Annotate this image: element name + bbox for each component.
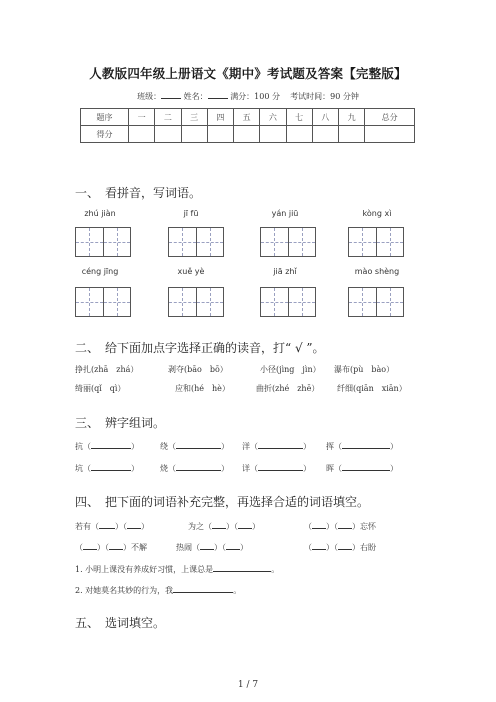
answer-blank[interactable] bbox=[312, 541, 326, 550]
exam-info bbox=[0, 90, 496, 102]
score-cell[interactable] bbox=[207, 126, 233, 143]
idiom-line bbox=[188, 520, 260, 532]
writing-grid[interactable] bbox=[348, 287, 404, 317]
text: 热闹（ bbox=[176, 543, 200, 552]
word-group-item bbox=[160, 440, 229, 452]
answer-blank[interactable] bbox=[342, 462, 390, 471]
answer-blank[interactable] bbox=[91, 462, 131, 471]
word-group-item bbox=[160, 462, 229, 474]
reading-option[interactable]: 瀑布(pù bào） bbox=[334, 365, 395, 374]
text: ）（ bbox=[214, 543, 226, 552]
header-cell: 题序 bbox=[81, 109, 129, 126]
word-group-item bbox=[75, 440, 139, 452]
pinyin-label: jiā zhǐ bbox=[273, 267, 297, 276]
row-label: 得分 bbox=[81, 126, 129, 143]
answer-blank[interactable] bbox=[258, 462, 303, 471]
text: 若有（ bbox=[75, 522, 99, 531]
answer-blank[interactable] bbox=[173, 584, 233, 593]
writing-grid[interactable] bbox=[168, 227, 224, 257]
reading-option[interactable]: 曲折(zhé zhē） bbox=[256, 384, 320, 393]
section-3-heading: 三、 辨字组词。 bbox=[75, 416, 166, 430]
text: ）不解 bbox=[123, 543, 147, 552]
score-table bbox=[80, 108, 415, 143]
text: （ bbox=[304, 543, 312, 552]
bracket: ） bbox=[390, 442, 398, 451]
pinyin-label: kòng xì bbox=[362, 209, 392, 218]
exam-time: 考试时间：90 分钟 bbox=[290, 92, 359, 101]
reading-option[interactable]: 绮丽(qǐ qì） bbox=[75, 384, 126, 393]
score-table-row bbox=[81, 126, 415, 143]
writing-grid[interactable] bbox=[348, 227, 404, 257]
answer-blank[interactable] bbox=[176, 440, 221, 449]
character-label: 坑（ bbox=[75, 464, 91, 473]
score-cell[interactable] bbox=[129, 126, 155, 143]
idiom-line bbox=[304, 520, 376, 532]
reading-option[interactable]: 应和(hé hè） bbox=[175, 384, 230, 393]
score-cell[interactable] bbox=[234, 126, 260, 143]
header-cell: 七 bbox=[286, 109, 312, 126]
header-cell: 一 bbox=[129, 109, 155, 126]
question-text: 1. 小明上课没有养成好习惯，上课总是 bbox=[75, 565, 214, 574]
text: ）（ bbox=[115, 522, 127, 531]
answer-blank[interactable] bbox=[83, 541, 97, 550]
text: ） bbox=[240, 543, 248, 552]
full-score: 满分：100 分 bbox=[230, 92, 280, 101]
reading-option[interactable]: 小径(jìng jìn） bbox=[260, 365, 321, 374]
answer-blank[interactable] bbox=[109, 541, 123, 550]
writing-grid[interactable] bbox=[168, 287, 224, 317]
period: 。 bbox=[271, 565, 280, 574]
bracket: ） bbox=[303, 464, 311, 473]
section-5-heading: 五、 选词填空。 bbox=[75, 616, 166, 630]
answer-blank[interactable] bbox=[238, 520, 252, 529]
section-1-heading: 一、 看拼音，写词语。 bbox=[75, 186, 202, 200]
word-group-item bbox=[242, 440, 311, 452]
score-cell[interactable] bbox=[365, 126, 415, 143]
answer-blank[interactable] bbox=[176, 462, 221, 471]
answer-blank[interactable] bbox=[312, 520, 326, 529]
bracket: ） bbox=[221, 464, 229, 473]
answer-blank[interactable] bbox=[226, 541, 240, 550]
score-cell[interactable] bbox=[312, 126, 338, 143]
text: ）（ bbox=[97, 543, 109, 552]
pinyin-label: zhú jiàn bbox=[84, 209, 116, 218]
character-label: 挥（ bbox=[326, 442, 342, 451]
answer-blank[interactable] bbox=[258, 440, 303, 449]
writing-grid[interactable] bbox=[260, 287, 316, 317]
question-text: 2. 对她莫名其妙的行为，我 bbox=[75, 586, 174, 595]
text: ）（ bbox=[326, 543, 338, 552]
word-group-item bbox=[326, 440, 398, 452]
bracket: ） bbox=[303, 442, 311, 451]
reading-option[interactable]: 纤细(qiān xiān） bbox=[337, 384, 407, 393]
pinyin-label: mào shèng bbox=[354, 267, 400, 276]
bracket: ） bbox=[131, 442, 139, 451]
answer-blank[interactable] bbox=[200, 541, 214, 550]
idiom-line bbox=[75, 541, 147, 553]
header-cell: 四 bbox=[207, 109, 233, 126]
answer-blank[interactable] bbox=[342, 440, 390, 449]
class-blank bbox=[161, 90, 181, 99]
score-cell[interactable] bbox=[286, 126, 312, 143]
fill-question-2 bbox=[75, 584, 241, 596]
answer-blank[interactable] bbox=[212, 520, 226, 529]
idiom-line bbox=[176, 541, 248, 553]
text: （ bbox=[304, 522, 312, 531]
character-label: 详（ bbox=[242, 464, 258, 473]
text: 为之（ bbox=[188, 522, 212, 531]
answer-blank[interactable] bbox=[338, 541, 352, 550]
pinyin-label: céng jīng bbox=[81, 267, 119, 276]
score-cell[interactable] bbox=[339, 126, 365, 143]
pinyin-label: xuě yè bbox=[177, 267, 205, 276]
character-label: 烧（ bbox=[160, 464, 176, 473]
pinyin-label: jī fū bbox=[183, 209, 199, 218]
header-cell: 三 bbox=[181, 109, 207, 126]
score-cell[interactable] bbox=[181, 126, 207, 143]
text: ） bbox=[141, 522, 149, 531]
writing-grid[interactable] bbox=[260, 227, 316, 257]
character-label: 抗（ bbox=[75, 442, 91, 451]
answer-blank[interactable] bbox=[91, 440, 131, 449]
period: 。 bbox=[233, 586, 242, 595]
writing-grid[interactable] bbox=[75, 287, 131, 317]
answer-blank[interactable] bbox=[127, 520, 141, 529]
pinyin-label: yán jiū bbox=[271, 209, 299, 218]
header-cell: 九 bbox=[339, 109, 365, 126]
bracket: ） bbox=[221, 442, 229, 451]
text: ）右盼 bbox=[352, 543, 376, 552]
score-cell[interactable] bbox=[155, 126, 181, 143]
header-cell: 六 bbox=[260, 109, 286, 126]
character-label: 晖（ bbox=[326, 464, 342, 473]
text: （ bbox=[75, 543, 83, 552]
text: ）（ bbox=[226, 522, 238, 531]
header-cell: 二 bbox=[155, 109, 181, 126]
name-label: 姓名： bbox=[183, 92, 208, 101]
header-cell: 总分 bbox=[365, 109, 415, 126]
header-cell: 八 bbox=[312, 109, 338, 126]
bracket: ） bbox=[390, 464, 398, 473]
reading-option[interactable]: 剥夺(bāo bō） bbox=[168, 365, 228, 374]
class-label: 班级： bbox=[137, 92, 162, 101]
reading-option[interactable]: 挣扎(zhā zhá） bbox=[75, 365, 139, 374]
bracket: ） bbox=[131, 464, 139, 473]
answer-blank[interactable] bbox=[213, 563, 271, 572]
section-2-heading: 二、 给下面加点字选择正确的读音，打“ √ ”。 bbox=[75, 341, 325, 355]
word-group-item bbox=[75, 462, 139, 474]
section-4-heading: 四、 把下面的词语补充完整，再选择合适的词语填空。 bbox=[75, 495, 370, 509]
score-cell[interactable] bbox=[260, 126, 286, 143]
text: ）忘怀 bbox=[352, 522, 376, 531]
name-blank bbox=[208, 90, 228, 99]
idiom-line bbox=[75, 520, 149, 532]
idiom-line bbox=[304, 541, 376, 553]
score-table-header bbox=[81, 109, 415, 126]
word-group-item bbox=[326, 462, 398, 474]
word-group-item bbox=[242, 462, 311, 474]
header-cell: 五 bbox=[234, 109, 260, 126]
document-title: 人教版四年级上册语文《期中》考试题及答案【完整版】 bbox=[89, 66, 407, 81]
character-label: 绕（ bbox=[160, 442, 176, 451]
writing-grid[interactable] bbox=[75, 227, 131, 257]
answer-blank[interactable] bbox=[338, 520, 352, 529]
answer-blank[interactable] bbox=[99, 520, 115, 529]
character-label: 洋（ bbox=[242, 442, 258, 451]
fill-question-1 bbox=[75, 563, 279, 575]
text: ）（ bbox=[326, 522, 338, 531]
text: ） bbox=[252, 522, 260, 531]
page-number: 1 / 7 bbox=[237, 680, 259, 690]
